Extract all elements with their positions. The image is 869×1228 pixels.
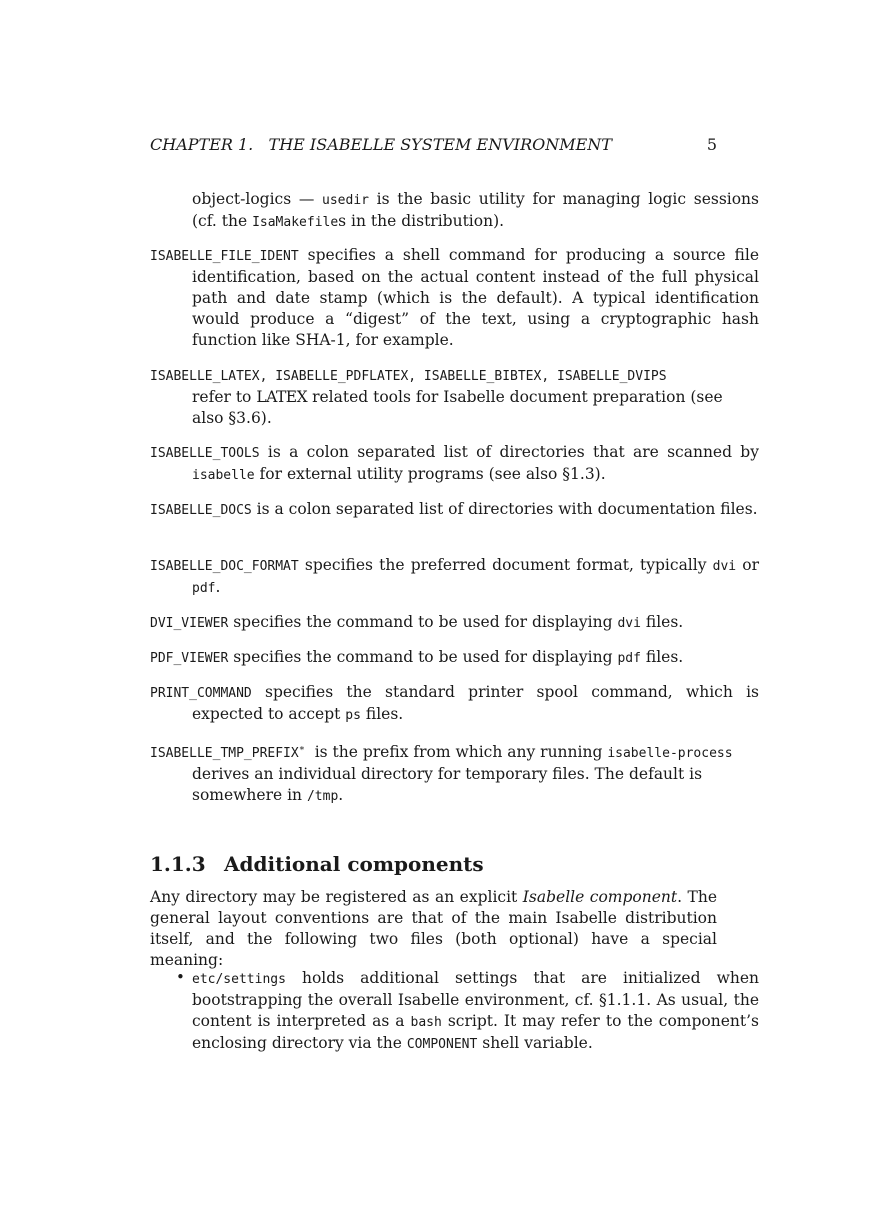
code-etc-settings: etc/settings — [192, 972, 286, 987]
def-description: specifies the command to be used for displaying — [228, 613, 618, 631]
code-isamakefile: IsaMakefile — [252, 215, 339, 230]
section-heading — [150, 852, 484, 876]
text: holds additional settings that are initialized when bootstrapping the overall Isabelle environment, cf. §1.1.1. As usual, the content is interpreted as a — [192, 969, 759, 1030]
def-term: ISABELLE_DOC_FORMAT — [150, 559, 299, 574]
def-description: specifies the preferred document format, typically — [298, 556, 713, 574]
def-file-ident — [150, 245, 759, 351]
code-isabelle: isabelle — [192, 468, 255, 483]
bullet-marker: • — [176, 968, 185, 986]
intro-paragraph — [150, 887, 717, 971]
text: Any directory may be registered as an explicit — [150, 888, 523, 906]
code-usedir: usedir — [322, 193, 369, 208]
text: shell variable. — [477, 1034, 593, 1052]
def-description: for external utility programs (see also §1.3). — [254, 465, 606, 483]
text: files. — [360, 705, 404, 723]
asterisk-superscript: ∗ — [298, 744, 305, 754]
text: files. — [640, 613, 684, 631]
page-number: 5 — [706, 135, 717, 154]
def-term: ISABELLE_FILE_IDENT — [150, 249, 299, 264]
def-term: ISABELLE_TMP_PREFIX — [150, 746, 299, 762]
def-term: PDF_VIEWER — [150, 651, 229, 666]
def-print-command — [150, 682, 759, 726]
running-head-title: CHAPTER 1. THE ISABELLE SYSTEM ENVIRONMENT — [150, 135, 612, 154]
code-isabelle-process: isabelle-process — [607, 746, 733, 762]
continued-paragraph — [150, 189, 759, 233]
emphasis: Isabelle component — [522, 888, 678, 906]
def-description: is a colon separated list of directories with documentation files. — [251, 500, 758, 518]
code-component: COMPONENT — [406, 1037, 478, 1052]
def-term: DVI_VIEWER — [150, 616, 229, 631]
text: files. — [640, 648, 684, 666]
def-dvi-viewer — [150, 612, 759, 634]
section-title: Additional components — [224, 852, 484, 876]
def-description: specifies the command to be used for displaying — [228, 648, 618, 666]
def-doc-format — [150, 555, 759, 599]
def-description: refer to — [192, 388, 257, 406]
running-head — [150, 135, 717, 157]
def-description: specifies a shell command for producing a source file identification, based on the actual content instead of the full physical path and date stamp (which is the default). A typical identification would produce a “digest” of the text, using a cryptographic hash function like SHA-1, for example. — [192, 246, 759, 349]
def-description: specifies the standard printer spool command, which is expected to accept — [192, 683, 759, 723]
text: script. It may refer to the component’s enclosing directory via the — [192, 1012, 759, 1052]
code-dvi: dvi — [712, 559, 737, 574]
text: is the basic utility for managing logic sessions (cf. the — [192, 190, 759, 230]
def-tmp-prefix — [150, 739, 759, 807]
def-term: ISABELLE_DOCS — [150, 503, 252, 518]
text: or — [736, 556, 759, 574]
def-description: is a colon separated list of directories that are scanned by — [259, 443, 759, 461]
def-term: PRINT_COMMAND — [150, 686, 252, 701]
def-docs — [150, 499, 759, 521]
def-tools — [150, 442, 759, 486]
text: object-logics — — [192, 190, 323, 208]
def-description: is the prefix from which any running — [304, 743, 608, 762]
def-term: ISABELLE_LATEX, ISABELLE_PDFLATEX, ISABELLE_BIBTEX, ISABELLE_DVIPS — [150, 369, 667, 384]
def-latex-tools — [150, 365, 759, 429]
def-term: ISABELLE_TOOLS — [150, 446, 260, 461]
def-description: derives an individual directory for temporary files. The default is somewhere in — [192, 765, 703, 805]
text: . — [338, 786, 344, 805]
code-bash: bash — [410, 1015, 442, 1030]
text: s in the distribution). — [338, 212, 505, 230]
code-dvi: dvi — [617, 616, 641, 631]
def-description: related tools for Isabelle document preparation (see also §3.6). — [192, 388, 723, 427]
code-pdf: pdf — [192, 581, 216, 596]
bullet-item — [150, 968, 759, 1055]
code-ps: ps — [345, 708, 361, 723]
text: . — [215, 578, 221, 596]
section-number: 1.1.3 — [150, 852, 206, 876]
text: . The general layout conventions are that of the main Isabelle distribution itself, and the following two files (both optional) have a special meaning: — [150, 888, 717, 969]
code-pdf: pdf — [617, 651, 641, 666]
code-tmp: /tmp — [306, 789, 339, 805]
def-pdf-viewer — [150, 647, 759, 669]
latex-logo: LATEX — [256, 388, 308, 406]
